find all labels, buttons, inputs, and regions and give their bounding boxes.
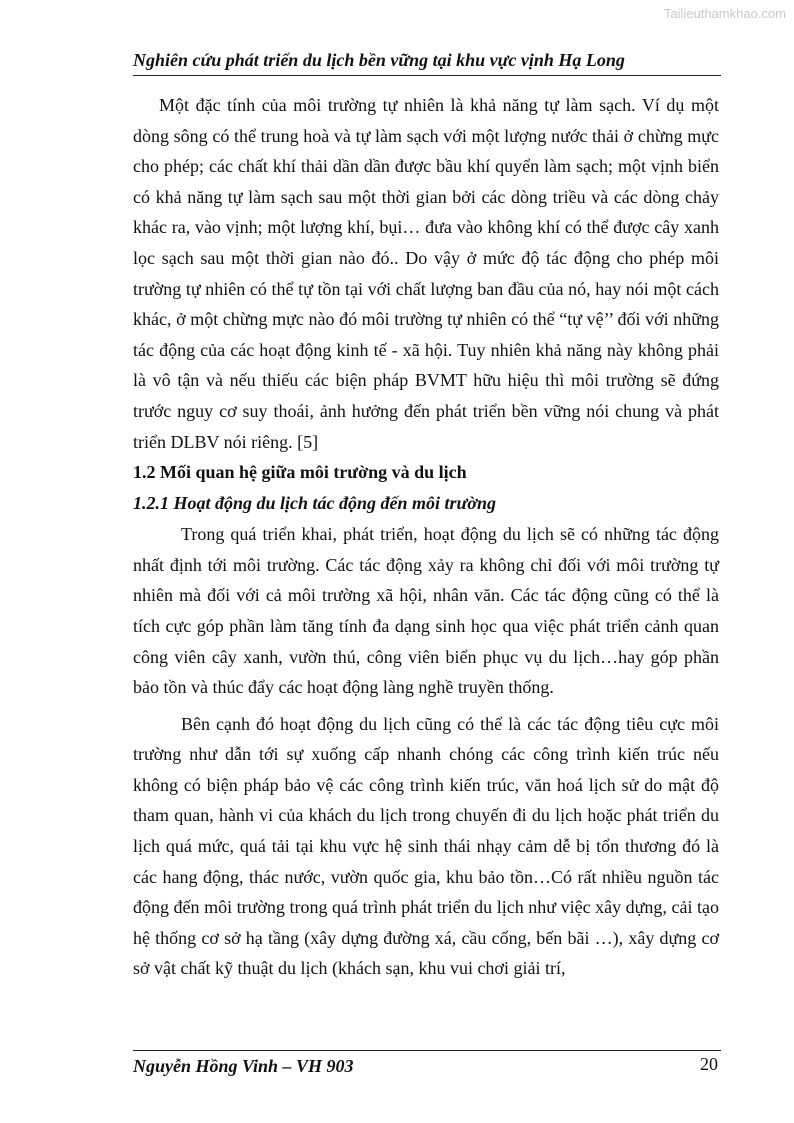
running-header: Nghiên cứu phát triển du lịch bền vững tại khu vực vịnh Hạ Long [133, 50, 721, 76]
section-heading-1-2: 1.2 Mối quan hệ giữa môi trường và du lịch [133, 462, 467, 483]
paragraph-negative-impacts: Bên cạnh đó hoạt động du lịch cũng có thể là các tác động tiêu cực môi trường như dẫn tới sự xuống cấp nhanh chóng các công trình kiến trúc nếu không có biện pháp bảo vệ các công trình kiến trúc, văn hoá lịch sử do mật độ tham quan, hành vi của khách du lịch trong chuyến đi du lịch hoặc phát triển du lịch quá mức, quá tải tại khu vực hệ sinh thái nhạy cảm dễ bị tổn thương đó là các hang động, thác nước, vườn quốc gia, khu bảo tồn…Có rất nhiều nguồn tác động đến môi trường trong quá trình phát triển du lịch như việc xây dựng, cải tạo hệ thống cơ sở hạ tầng (xây dựng đường xá, cầu cống, bến bãi …), xây dựng cơ sở vật chất kỹ thuật du lịch (khách sạn, khu vui chơi giải trí, [133, 713, 719, 979]
paragraph-self-cleaning: Một đặc tính của môi trường tự nhiên là khả năng tự làm sạch. Ví dụ một dòng sông có thể trung hoà và tự làm sạch với một lượng nước thải ở chừng mực cho phép; các chất khí thải dần dần được bầu khí quyển làm sạch; một vịnh biển có khả năng tự làm sạch sau một thời gian bởi các dòng triều và các dòng chảy khác ra, vào vịnh; một lượng khí, bụi… đưa vào không khí có thể được cây xanh lọc sạch sau một thời gian nào đó.. Do vậy ở mức độ tác động cho phép môi trường tự nhiên có thể tự tồn tại với chất lượng ban đầu của nó, hay nói một cách khác, ở một chừng mực nào đó môi trường tự nhiên có thể “tự vệ’’ đối với những tác động của các hoạt động kinh tế - xã hội. Tuy nhiên khả năng này không phải là vô tận và nếu thiếu các biện pháp BVMT hữu hiệu thì môi trường sẽ đứng trước nguy cơ suy thoái, ảnh hưởng đến phát triển bền vững nói chung và phát triển DLBV nói riêng. [5] [133, 95, 719, 452]
watermark: Tailieuthamkhao.com [663, 6, 786, 21]
subsection-heading-1-2-1: 1.2.1 Hoạt động du lịch tác động đến môi trường [133, 493, 496, 514]
footer-author: Nguyễn Hồng Vinh – VH 903 [133, 1056, 354, 1076]
page-body [133, 90, 719, 984]
page-number: 20 [700, 1054, 718, 1074]
footer-divider [133, 1050, 721, 1051]
paragraph-tourism-impacts: Trong quá triển khai, phát triển, hoạt động du lịch sẽ có những tác động nhất định tới môi trường. Các tác động xảy ra không chỉ đối với môi trường tự nhiên mà đối với cả môi trường xã hội, nhân văn. Các tác động cũng có thể là tích cực góp phần làm tăng tính đa dạng sinh học qua việc phát triển cảnh quan công viên cây xanh, vườn thú, công viên biển phục vụ du lịch…hay góp phần bảo tồn và thúc đẩy các hoạt động làng nghề truyền thống. [133, 524, 719, 698]
